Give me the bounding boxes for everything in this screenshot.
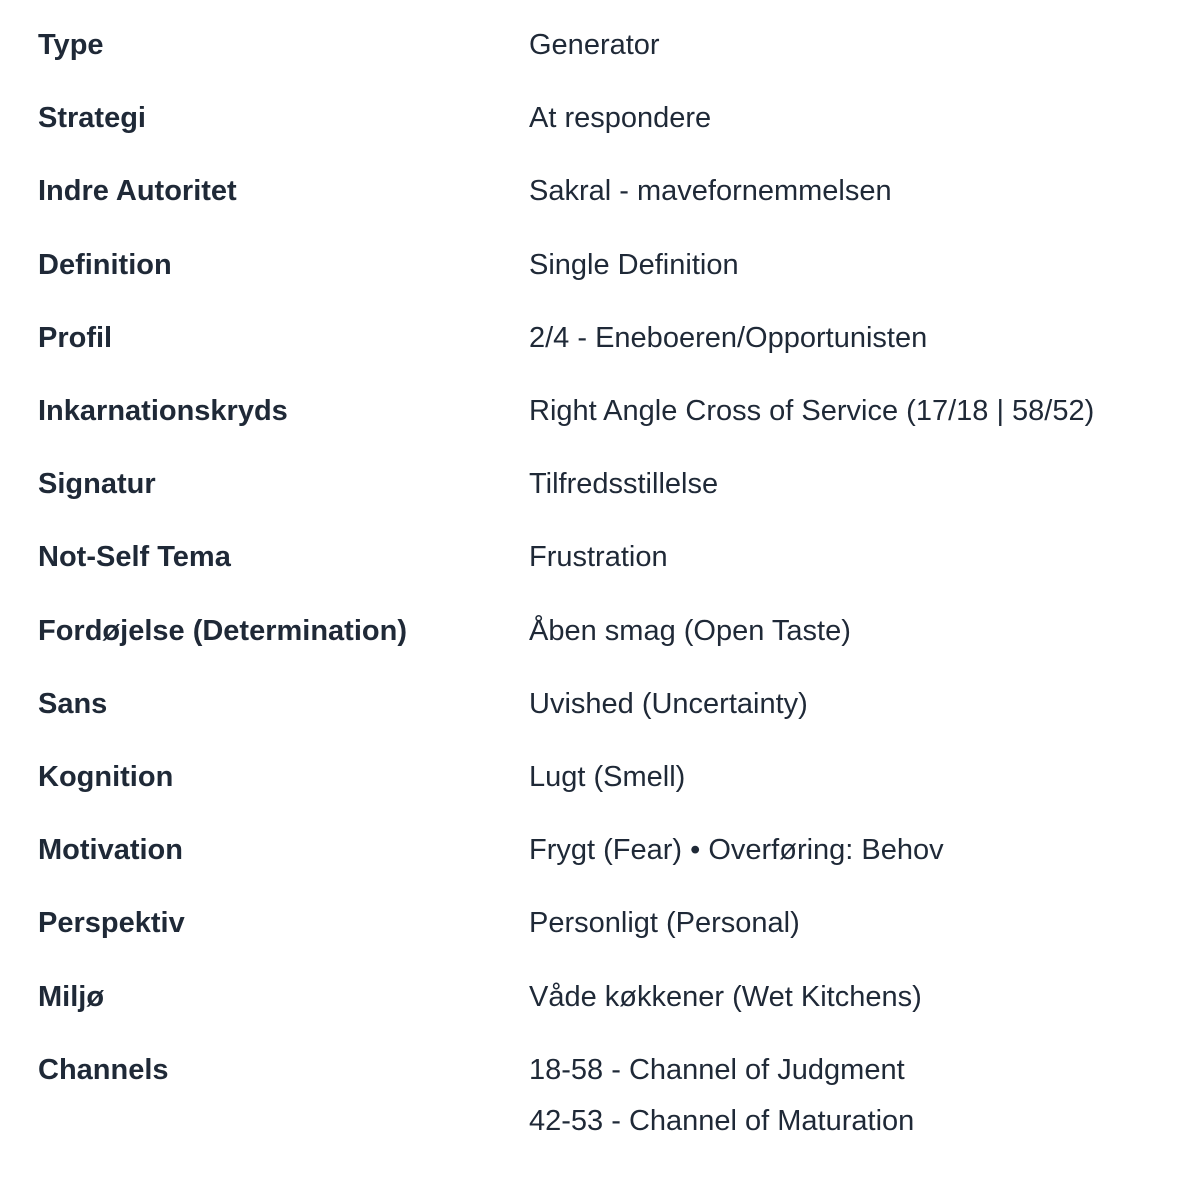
detail-value: At respondere bbox=[529, 102, 712, 134]
detail-label: Motivation bbox=[38, 834, 183, 866]
detail-label: Type bbox=[38, 29, 104, 61]
detail-value: Right Angle Cross of Service (17/18 | 58/52) bbox=[529, 395, 1095, 427]
detail-label: Profil bbox=[38, 322, 113, 354]
detail-label: Channels bbox=[38, 1054, 169, 1086]
detail-label: Definition bbox=[38, 249, 172, 281]
detail-value: Uvished (Uncertainty) bbox=[529, 688, 808, 720]
detail-label: Sans bbox=[38, 688, 108, 720]
detail-label: Strategi bbox=[38, 102, 146, 134]
detail-label: Signatur bbox=[38, 468, 156, 500]
detail-label: Not-Self Tema bbox=[38, 541, 231, 573]
detail-label: Indre Autoritet bbox=[38, 175, 237, 207]
detail-value: 2/4 - Eneboeren/Opportunisten bbox=[529, 322, 928, 354]
detail-value: Frustration bbox=[529, 541, 668, 573]
detail-label: Perspektiv bbox=[38, 907, 185, 939]
detail-value: Single Definition bbox=[529, 249, 739, 281]
detail-label: Inkarnationskryds bbox=[38, 395, 288, 427]
channel-item: 42-53 - Channel of Maturation bbox=[529, 1105, 915, 1137]
detail-value: Tilfredsstillelse bbox=[529, 468, 719, 500]
detail-value: Personligt (Personal) bbox=[529, 907, 800, 939]
detail-label: Fordøjelse (Determination) bbox=[38, 615, 407, 647]
detail-value: Generator bbox=[529, 29, 660, 61]
detail-value: Våde køkkener (Wet Kitchens) bbox=[529, 981, 922, 1013]
channels-list bbox=[529, 1045, 914, 1147]
channel-item: 18-58 - Channel of Judgment bbox=[529, 1054, 905, 1086]
detail-label: Kognition bbox=[38, 761, 174, 793]
detail-value: Åben smag (Open Taste) bbox=[529, 615, 851, 647]
detail-label: Miljø bbox=[38, 981, 105, 1013]
detail-value: Sakral - mavefornemmelsen bbox=[529, 175, 892, 207]
detail-value: Lugt (Smell) bbox=[529, 761, 686, 793]
detail-value: Frygt (Fear) • Overføring: Behov bbox=[529, 834, 944, 866]
